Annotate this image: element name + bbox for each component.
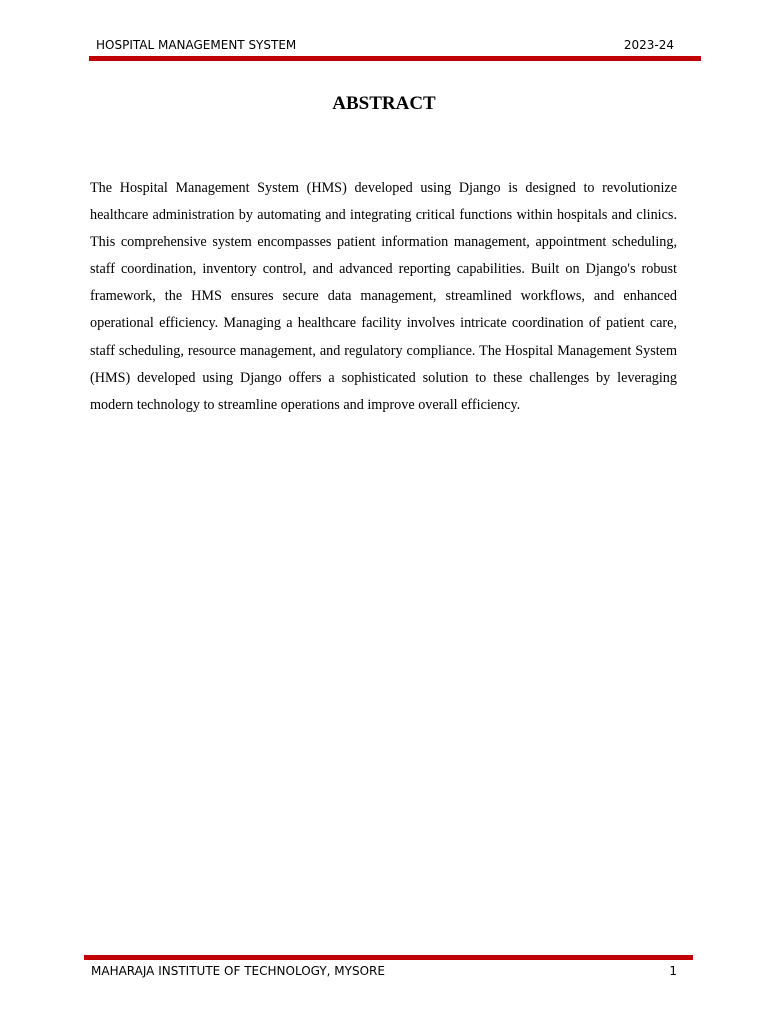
- header-year: 2023-24: [623, 38, 674, 52]
- footer-institution: MAHARAJA INSTITUTE OF TECHNOLOGY, MYSORE: [91, 964, 385, 978]
- header-title: HOSPITAL MANAGEMENT SYSTEM: [96, 38, 297, 52]
- section-heading: ABSTRACT: [332, 93, 436, 114]
- abstract-paragraph: The Hospital Management System (HMS) developed using Django is designed to revolutionize healthcare administration by automating and integrating critical functions within hospitals and clinics. This comprehensive system encompasses patient information management, appointment scheduling, staff coordination, inventory control, and advanced reporting capabilities. Built on Django's robust framework, the HMS ensures secure data management, streamlined workflows, and enhanced operational efficiency. Managing a healthcare facility involves intricate coordination of patient care, staff scheduling, resource management, and regulatory compliance. The Hospital Management System (HMS) developed using Django offers a sophisticated solution to these challenges by leveraging modern technology to streamline operations and improve overall efficiency.: [90, 180, 677, 413]
- header-divider: [89, 56, 701, 61]
- page-number: 1: [669, 964, 677, 978]
- footer-divider: [84, 955, 693, 960]
